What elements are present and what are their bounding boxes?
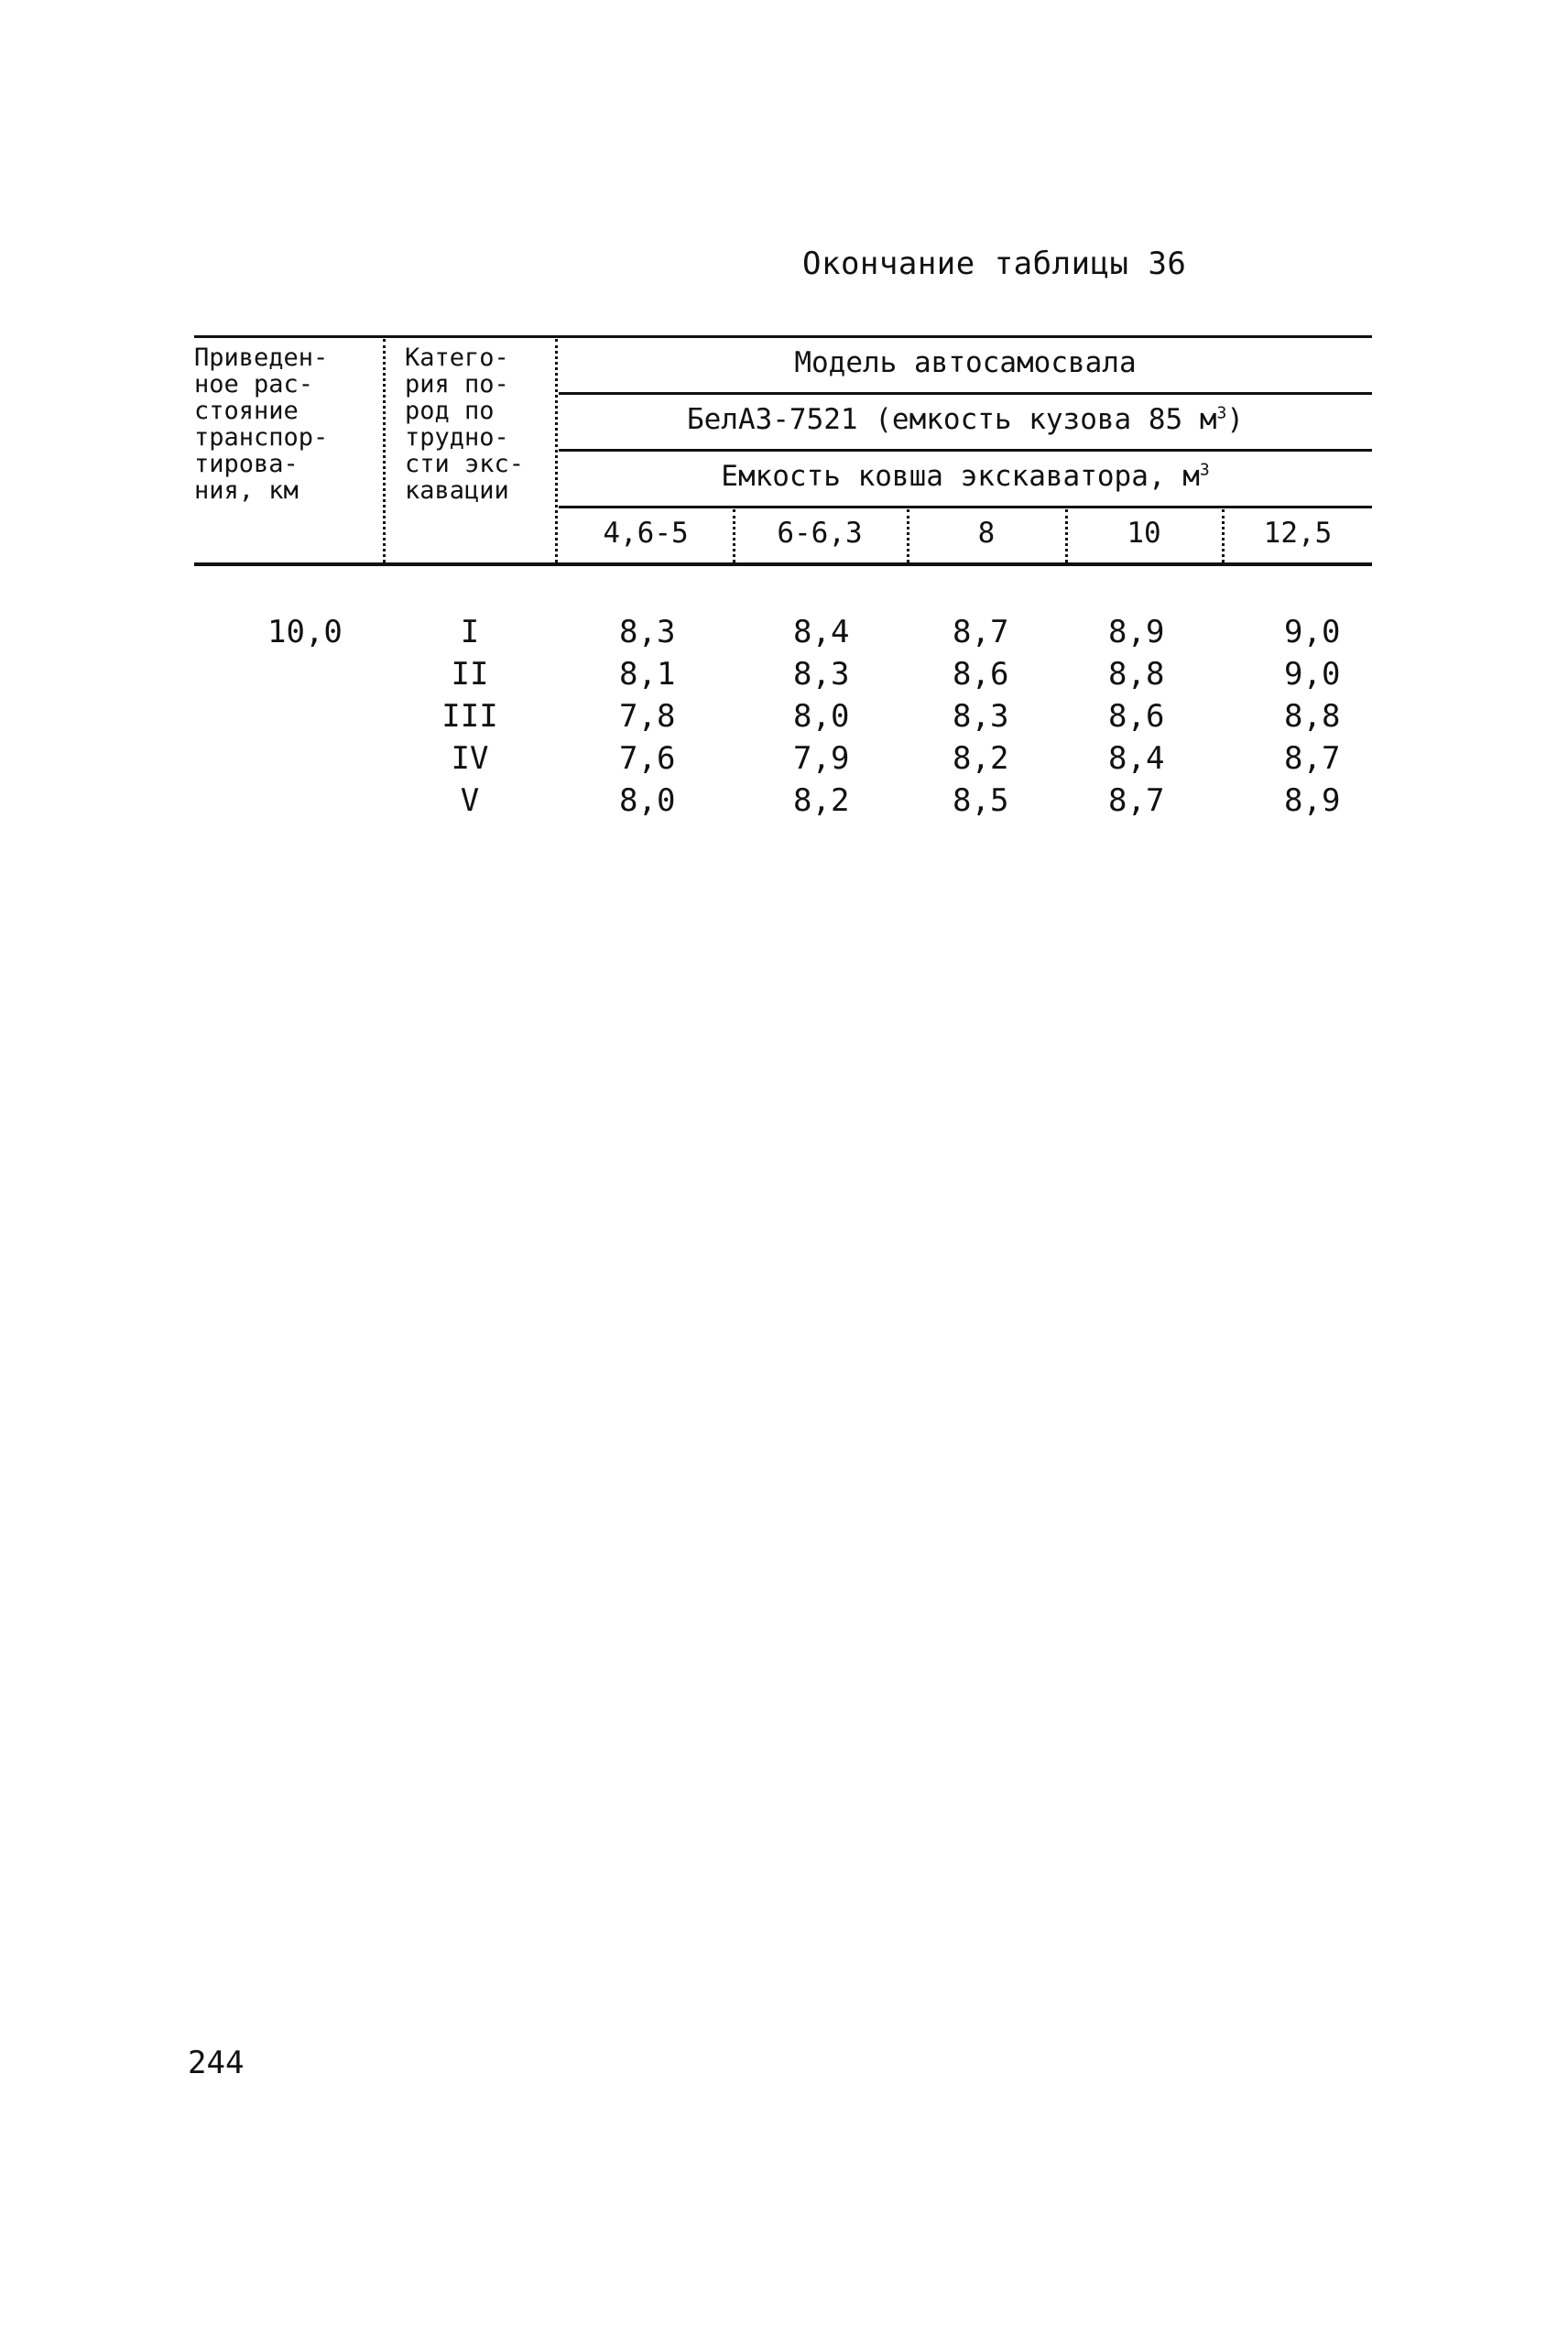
truck-model-header — [559, 403, 1372, 436]
value-cell: 8,7 — [953, 614, 1009, 650]
column-separator — [383, 339, 386, 562]
value-cell: 8,0 — [619, 782, 676, 819]
value-cell: 8,5 — [953, 782, 1009, 819]
category-cell: IV — [451, 740, 489, 777]
value-cell: 8,8 — [1284, 698, 1341, 735]
value-cell: 7,6 — [619, 740, 676, 777]
bucket-header-rule — [559, 506, 1372, 508]
value-cell: 8,3 — [619, 614, 676, 650]
truck-model-tail: ) — [1226, 403, 1245, 436]
value-cell: 7,8 — [619, 698, 676, 735]
value-cell: 8,7 — [1108, 782, 1165, 819]
page-title: Окончание таблицы 36 — [802, 246, 1187, 282]
bucket-header-text: Емкость ковша экскаватора, м — [721, 460, 1200, 493]
value-cell: 8,9 — [1284, 782, 1341, 819]
table-header-bottom-rule — [194, 562, 1372, 566]
value-cell: 8,2 — [793, 782, 850, 819]
bucket-size-header: 8 — [977, 517, 996, 550]
value-cell: 8,9 — [1108, 614, 1165, 650]
bucket-header-unit-sup: 3 — [1199, 460, 1210, 480]
category-cell: I — [460, 614, 480, 650]
value-cell: 8,7 — [1284, 740, 1341, 777]
model-header-rule — [559, 392, 1372, 395]
distance-column-header: Приведен- ное рас- стояние транспор- тирова- ния, км — [194, 344, 329, 505]
value-cell: 8,3 — [953, 698, 1009, 735]
value-cell: 8,2 — [953, 740, 1009, 777]
value-cell: 8,1 — [619, 656, 676, 693]
distance-value: 10,0 — [267, 614, 343, 650]
page-number: 244 — [188, 2045, 245, 2081]
truck-model-unit-sup: 3 — [1216, 403, 1227, 423]
value-cell: 8,0 — [793, 698, 850, 735]
category-cell: II — [451, 656, 489, 693]
value-cell: 9,0 — [1284, 614, 1341, 650]
truck-model-text: БелАЗ-7521 (емкость кузова 85 м — [686, 403, 1217, 436]
column-separator — [555, 339, 558, 562]
bucket-size-header: 10 — [1127, 517, 1161, 550]
category-column-header: Катего- рия по- род по трудно- сти экс- кавации — [405, 344, 525, 505]
value-cell: 8,6 — [1108, 698, 1165, 735]
bucket-header — [559, 460, 1372, 493]
model-header: Модель автосамосвала — [794, 346, 1137, 379]
value-cell: 8,4 — [793, 614, 850, 650]
value-cell: 8,4 — [1108, 740, 1165, 777]
bucket-size-header: 6-6,3 — [777, 517, 863, 550]
value-cell: 9,0 — [1284, 656, 1341, 693]
table-top-rule — [194, 335, 1372, 338]
value-cell: 8,3 — [793, 656, 850, 693]
bucket-size-header: 4,6-5 — [603, 517, 689, 550]
truck-model-rule — [559, 449, 1372, 452]
value-cell: 7,9 — [793, 740, 850, 777]
category-cell: V — [460, 782, 480, 819]
category-cell: III — [441, 698, 498, 735]
value-cell: 8,6 — [953, 656, 1009, 693]
bucket-size-header: 12,5 — [1263, 517, 1333, 550]
value-cell: 8,8 — [1108, 656, 1165, 693]
